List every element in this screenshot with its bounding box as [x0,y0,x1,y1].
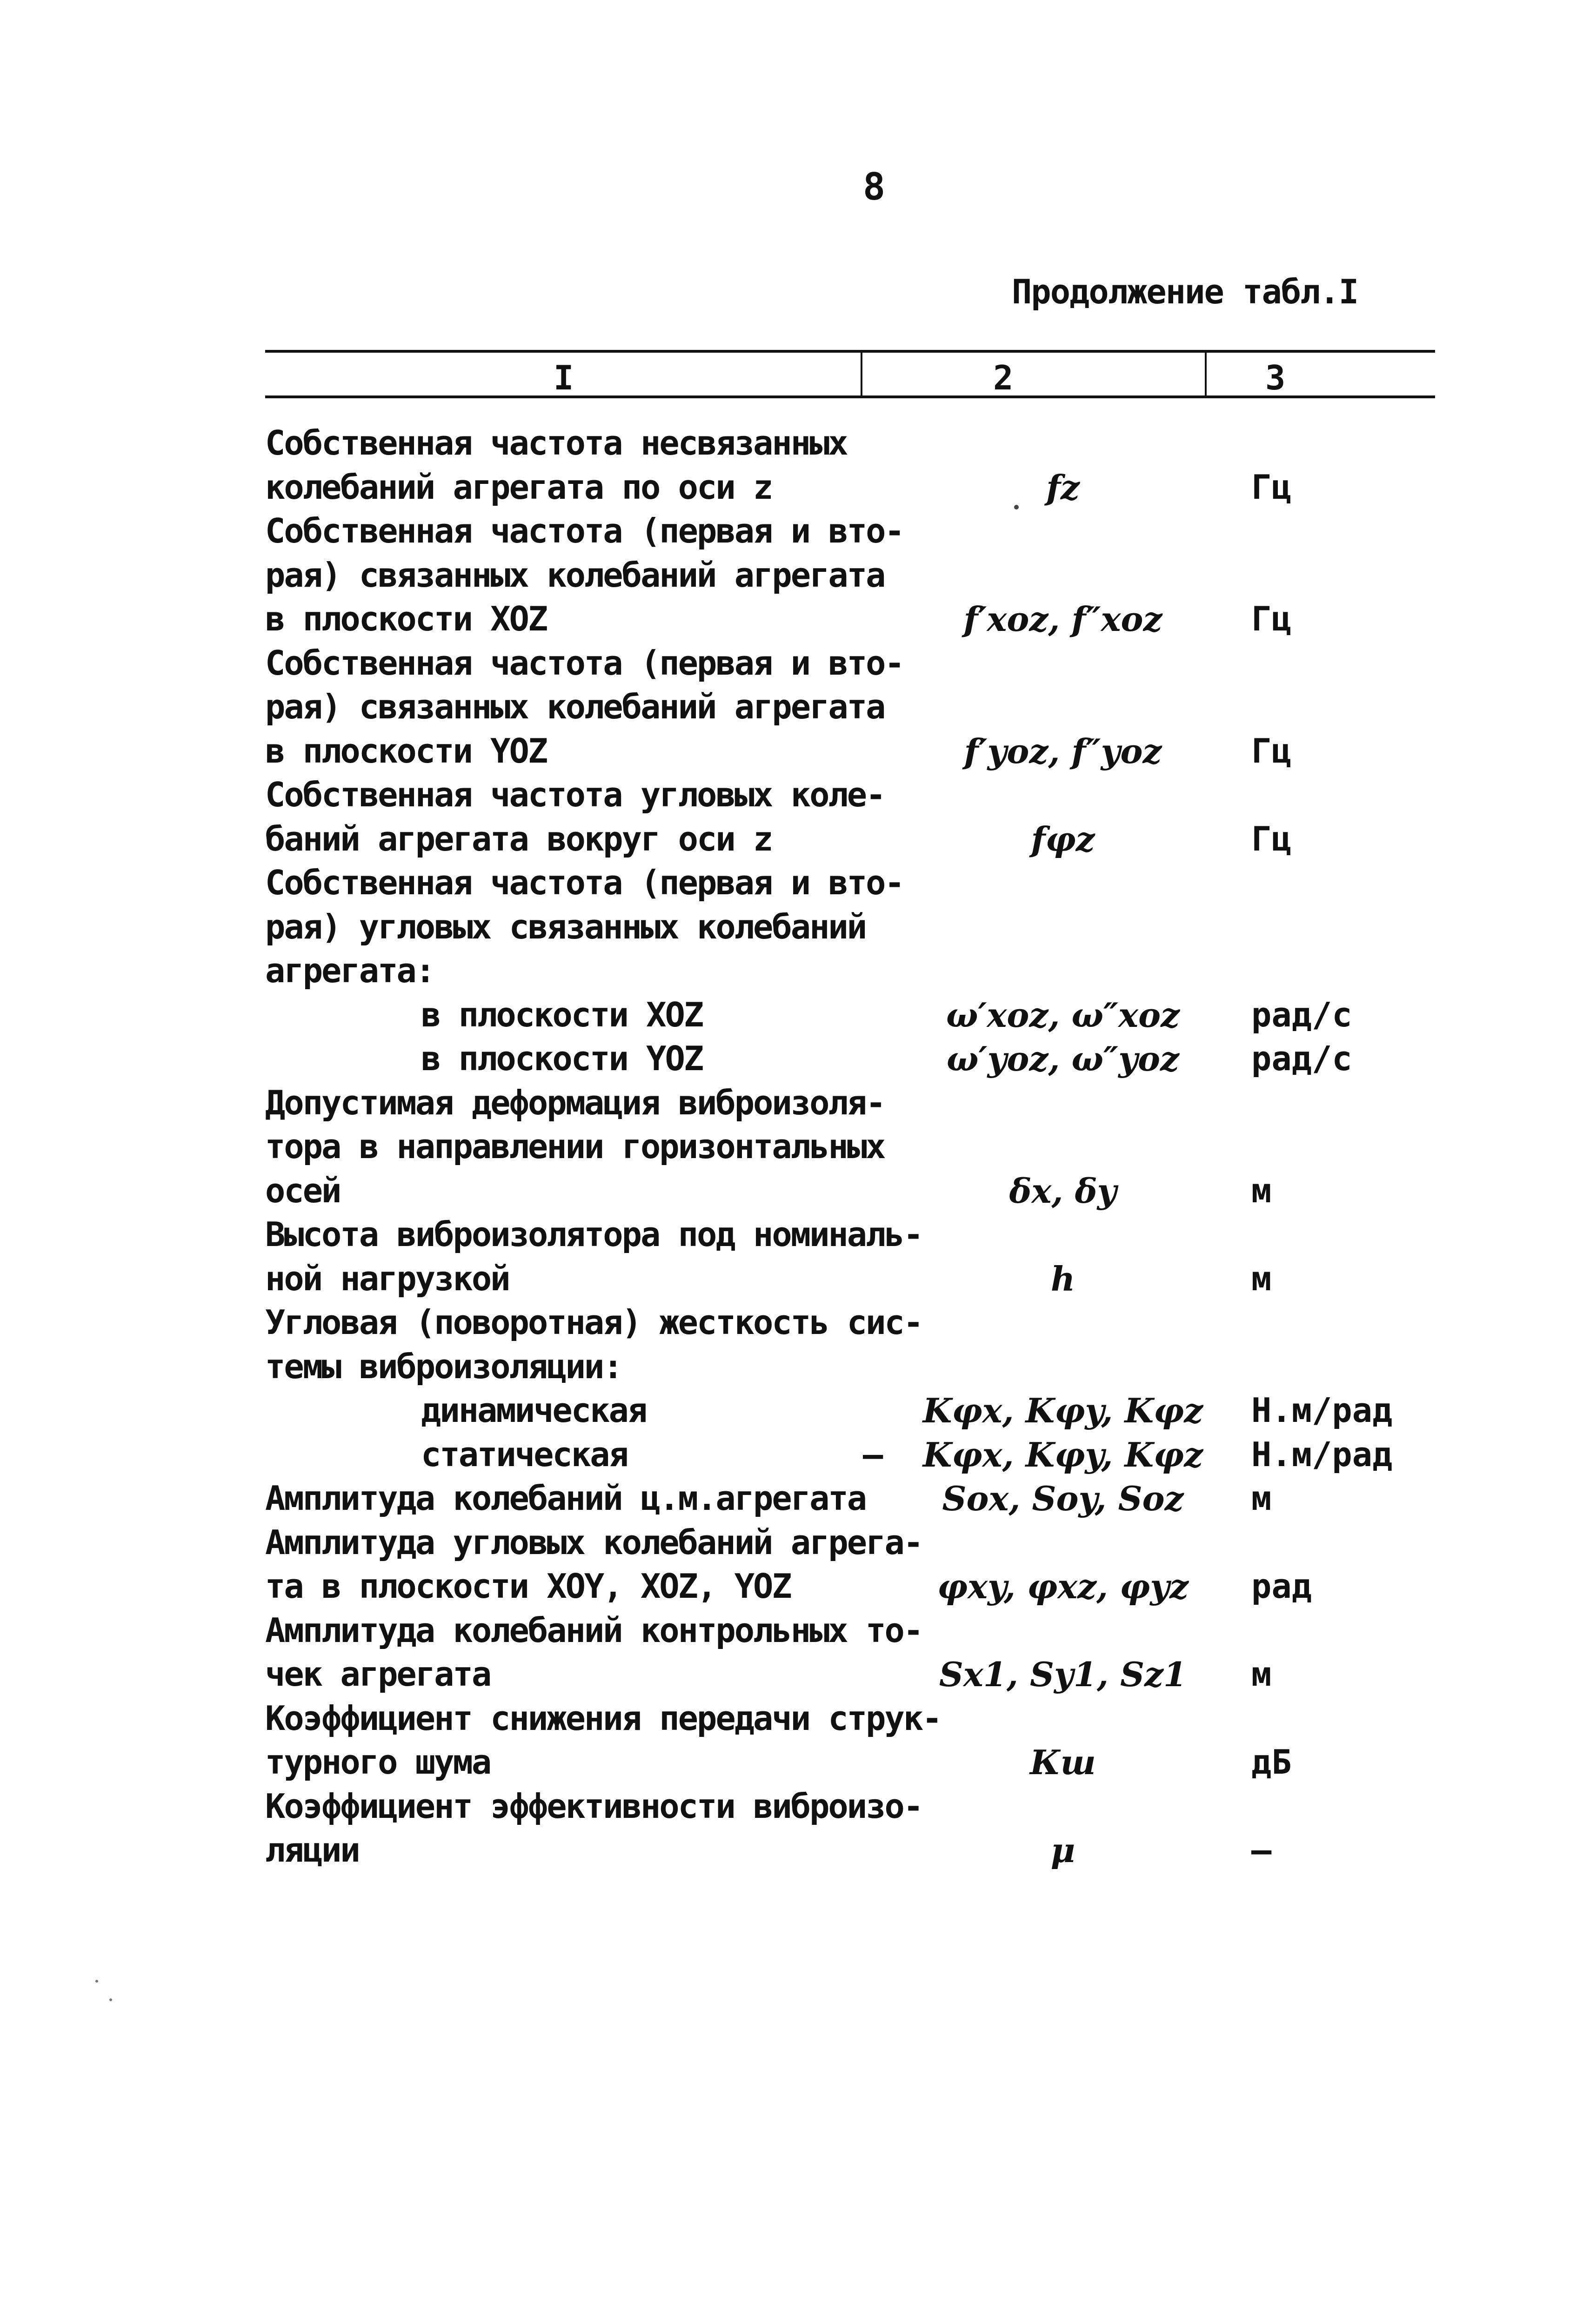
table-row [0,1169,1596,1213]
column-header-2: 2 [993,358,1014,397]
parameter-name: баний агрегата вокруг оси z [265,819,772,858]
parameter-name: Высота виброизолятора под номиналь- [265,1215,922,1254]
parameter-unit: Н.м/рад [1251,1391,1393,1430]
parameter-symbol: Кш [1030,1742,1096,1782]
parameter-unit: Гц [1251,819,1292,858]
table-row [0,597,1596,641]
parameter-name: в плоскости XOZ [421,995,703,1034]
table-row [0,1257,1596,1301]
parameter-name: агрегата: [265,951,434,990]
table-row [0,1652,1596,1696]
parameter-symbol: ω′yoz, ω″yoz [947,1039,1179,1079]
header-divider-2 [1205,350,1207,398]
table-row [0,1828,1596,1872]
table-row [0,1521,1596,1565]
table-row [0,685,1596,729]
parameter-unit: м [1251,1259,1272,1298]
parameter-unit: Гц [1251,599,1292,638]
ink-speck [95,1980,98,1983]
parameter-name: Амплитуда угловых колебаний агрега- [265,1523,922,1562]
parameter-unit: Гц [1251,468,1292,507]
parameter-unit: дБ [1251,1742,1292,1782]
parameter-name: в плоскости XOZ [265,599,547,638]
parameter-name: тора в направлении горизонтальных [265,1127,885,1166]
parameter-unit: м [1251,1479,1272,1518]
table-row [0,861,1596,905]
parameter-name: турного шума [265,1742,491,1782]
parameter-name: Амплитуда колебаний ц.м.агрегата [265,1479,866,1518]
table-row [0,1433,1596,1477]
parameter-unit: Гц [1251,731,1292,771]
parameter-name: рая) связанных колебаний агрегата [265,687,885,726]
table-row [0,1037,1596,1081]
parameter-unit: рад/с [1251,1039,1352,1078]
parameter-unit: м [1251,1655,1272,1694]
table-row [0,509,1596,553]
parameter-name: осей [265,1171,341,1210]
table-row [0,421,1596,465]
table-row [0,1388,1596,1433]
parameter-name: Собственная частота (первая и вто- [265,511,903,550]
parameter-name: колебаний агрегата по оси z [265,468,772,507]
parameter-unit: м [1251,1171,1272,1210]
table-row [0,1345,1596,1389]
table-row [0,1564,1596,1608]
parameter-name: в плоскости YOZ [421,1039,703,1078]
parameter-unit: рад/с [1251,995,1352,1034]
parameter-unit: Н.м/рад [1251,1435,1393,1474]
parameter-name: Собственная частота угловых коле- [265,775,885,814]
table-row [0,1784,1596,1829]
column-header-1: I [554,358,574,397]
parameter-symbol: f′xoz, f″xoz [963,599,1162,639]
parameter-name: Допустимая деформация виброизоля- [265,1083,885,1122]
table-row [0,949,1596,993]
parameter-name: та в плоскости XOY, XOZ, YOZ [265,1567,791,1606]
parameter-symbol: Sox, Soy, Soz [942,1479,1184,1518]
parameter-unit: рад [1251,1567,1312,1606]
table-row [0,1081,1596,1125]
page-number: 8 [863,165,886,208]
parameter-name: рая) угловых связанных колебаний [265,907,866,946]
table-row [0,465,1596,509]
parameter-symbol: f′yoz, f″yoz [964,731,1162,771]
table-row [0,817,1596,861]
table-row [0,1125,1596,1169]
parameter-unit: – [1251,1830,1272,1870]
dash-mark: — [863,1435,883,1474]
table-row [0,1213,1596,1257]
parameter-name: в плоскости YOZ [265,731,547,771]
table-header-bottom-rule [265,395,1435,398]
table-continuation-label: Продолжение табл.I [1012,272,1358,311]
parameter-name: рая) связанных колебаний агрегата [265,556,885,595]
table-row [0,1608,1596,1653]
parameter-name: Собственная частота (первая и вто- [265,643,903,683]
parameter-symbol: Kφx, Kφy, Kφz [922,1435,1203,1474]
table-top-rule [265,350,1435,353]
table-row [0,641,1596,685]
parameter-name: ляции [265,1830,359,1870]
table-row [0,1300,1596,1345]
parameter-name: чек агрегата [265,1655,491,1694]
table-row [0,553,1596,597]
parameter-symbol: Sx1, Sy1, Sz1 [939,1655,1187,1694]
table-row [0,1696,1596,1741]
table-row [0,1740,1596,1784]
parameter-name: Амплитуда колебаний контрольных то- [265,1611,922,1650]
column-header-3: 3 [1265,358,1286,397]
table-row [0,905,1596,949]
parameter-name: Собственная частота (первая и вто- [265,863,903,902]
parameter-symbol: ω′xoz, ω″xoz [946,995,1180,1035]
parameter-name: темы виброизоляции: [265,1347,622,1386]
parameter-symbol: h [1050,1259,1075,1299]
parameter-symbol: δx, δy [1009,1171,1117,1211]
table-row [0,773,1596,817]
parameter-name: Угловая (поворотная) жесткость сис- [265,1303,922,1342]
parameter-symbol: fφz [1031,819,1095,859]
parameter-symbol: μ [1050,1830,1075,1870]
table-row [0,729,1596,773]
ink-speck [109,1998,112,2001]
table-row [0,993,1596,1037]
parameter-name: Собственная частота несвязанных [265,423,847,462]
parameter-name: Коэффициент эффективности виброизо- [265,1787,922,1826]
parameter-name: динамическая [421,1391,647,1430]
header-divider-1 [861,350,862,398]
parameter-name: ной нагрузкой [265,1259,509,1298]
parameter-symbol: φxy, φxz, φyz [937,1567,1189,1606]
parameter-symbol: Kφx, Kφy, Kφz [922,1391,1203,1430]
parameter-name: статическая [421,1435,628,1474]
parameter-symbol: fz [1046,468,1080,507]
parameter-name: Коэффициент снижения передачи струк- [265,1699,941,1738]
table-row [0,1476,1596,1521]
